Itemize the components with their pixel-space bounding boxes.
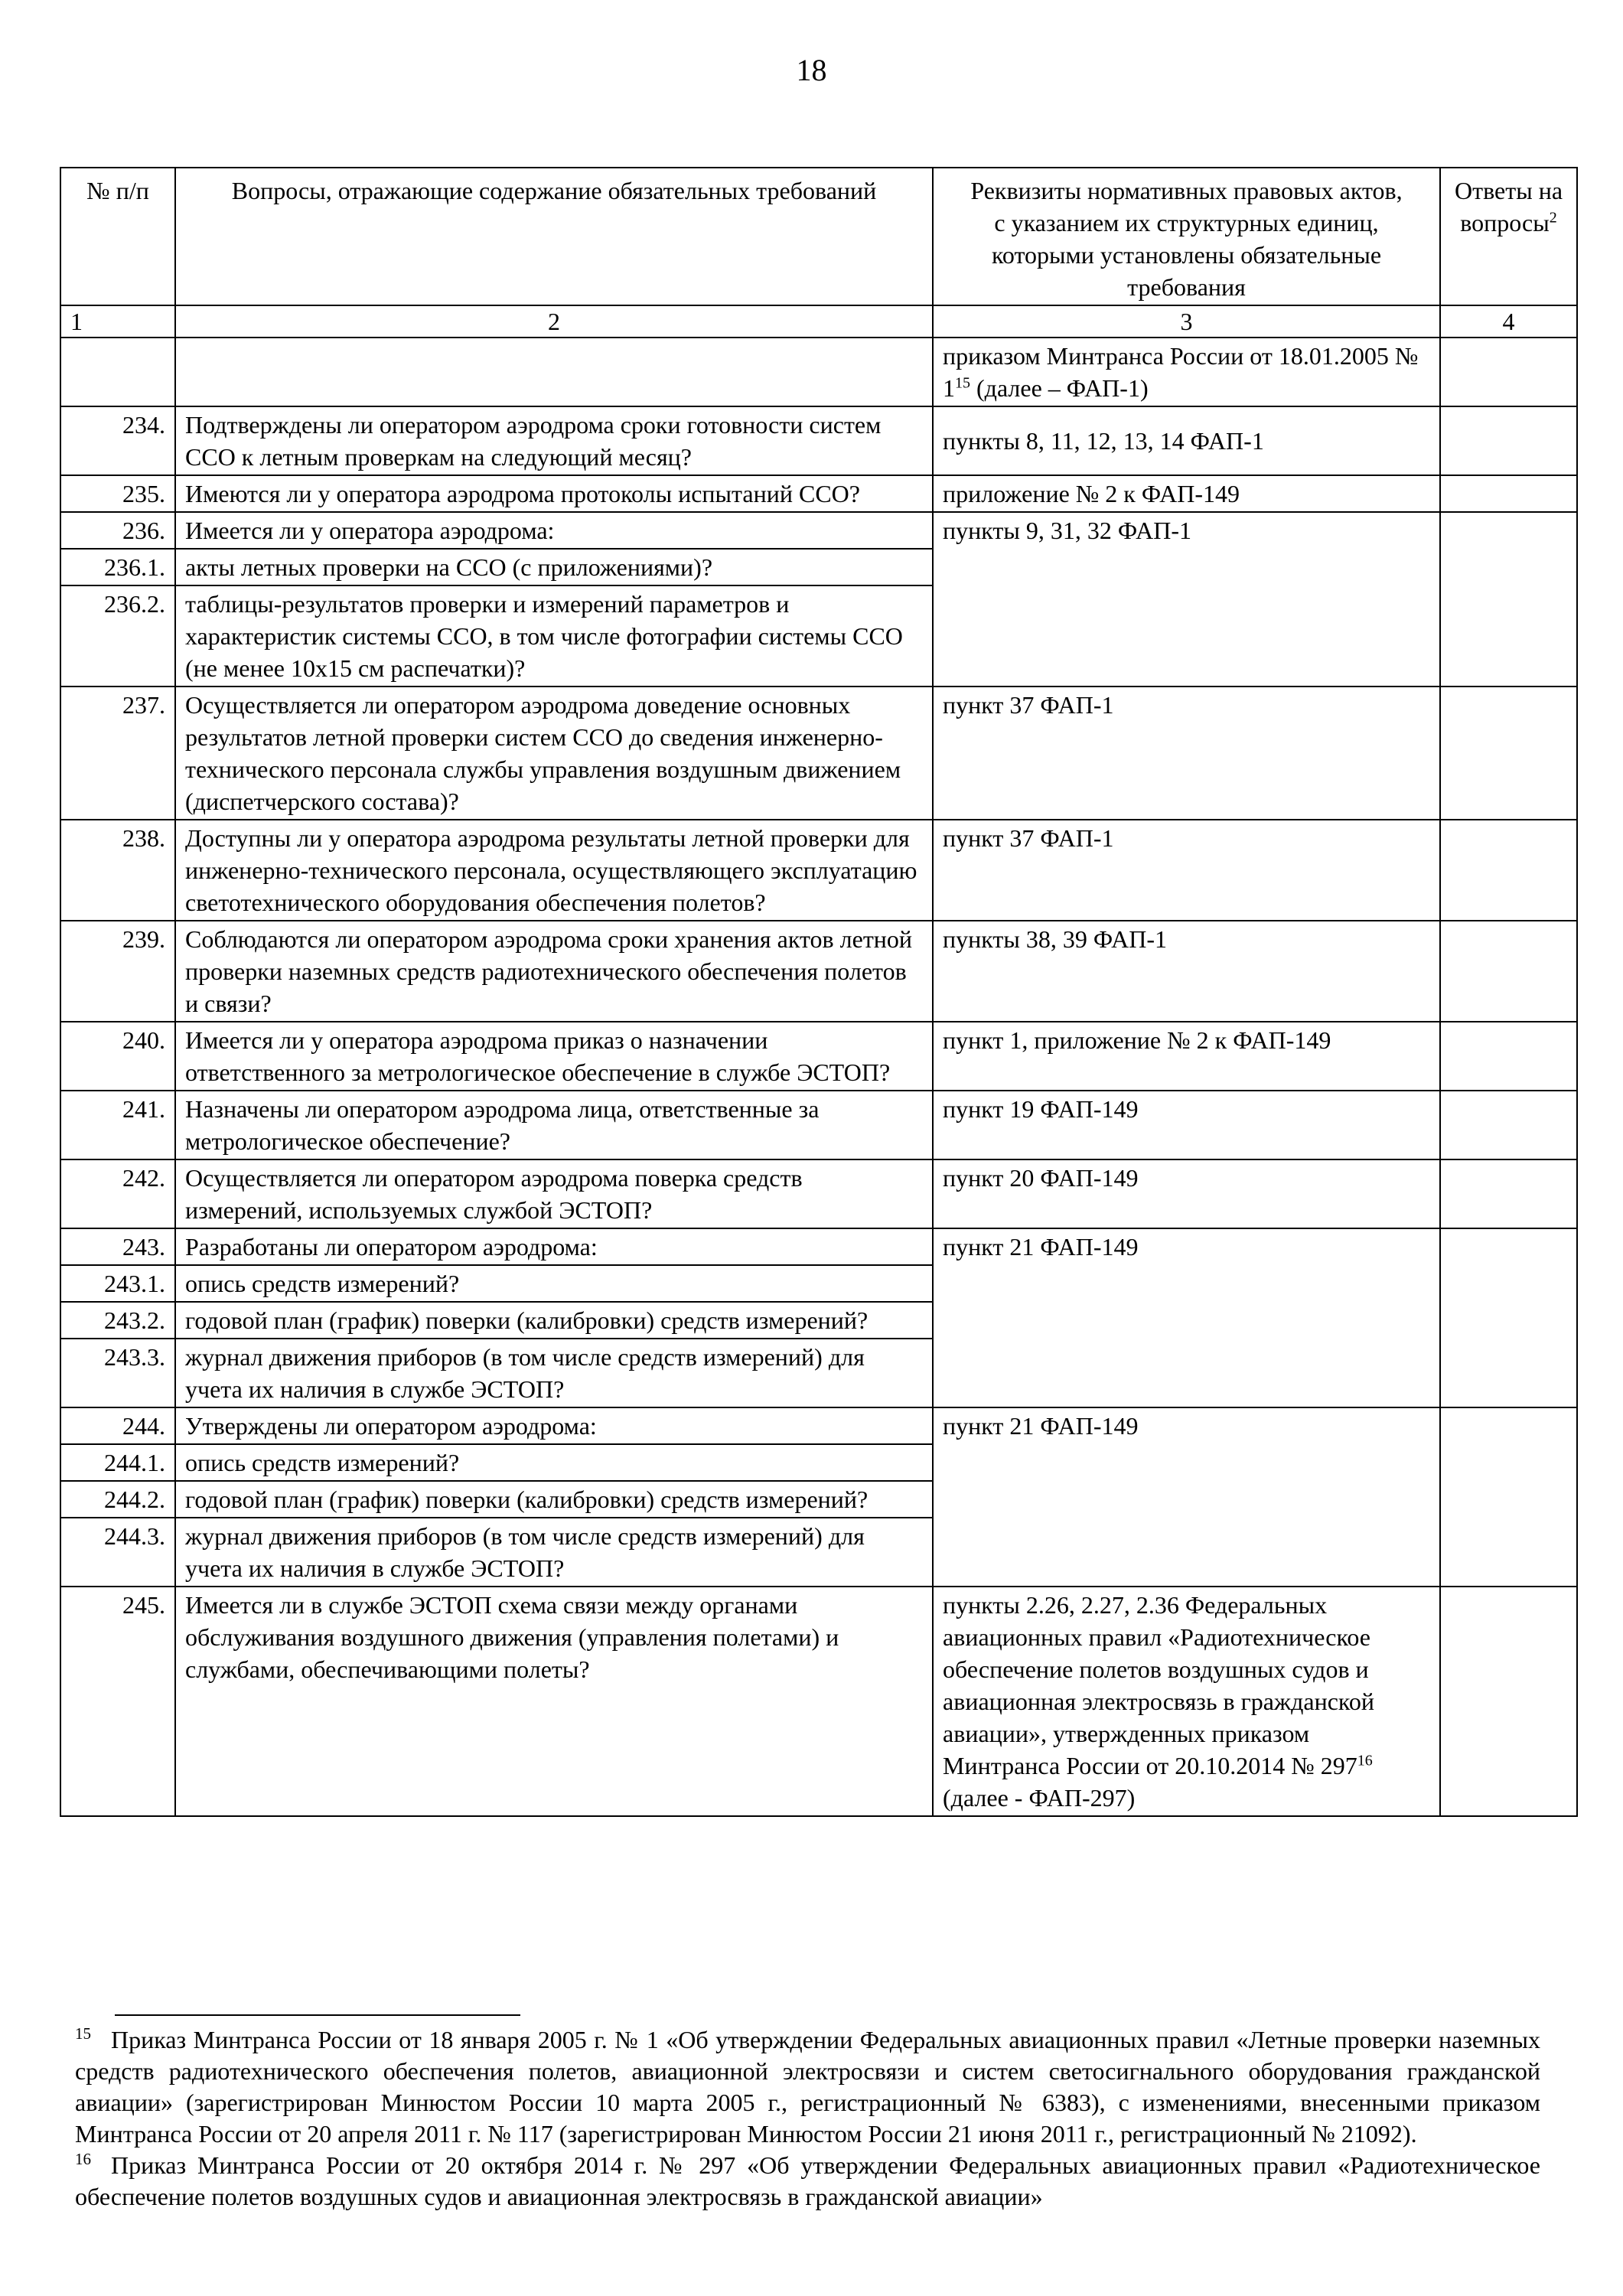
table-row	[60, 1022, 1577, 1091]
row-question: Имеется ли у оператора аэродрома приказ о назначении ответственного за метрологическое обеспечение в службе ЭСТОП?	[175, 1022, 933, 1091]
row-question: Имеются ли у оператора аэродрома протоколы испытаний ССО?	[175, 475, 933, 512]
header-number: № п/п	[60, 168, 175, 305]
row-question: опись средств измерений?	[175, 1265, 933, 1302]
row-number: 244.	[60, 1407, 175, 1444]
row-answer	[1440, 406, 1577, 475]
row-number: 243.3.	[60, 1339, 175, 1407]
row-question: Утверждены ли оператором аэродрома:	[175, 1407, 933, 1444]
row-number: 244.3.	[60, 1518, 175, 1587]
row-reference: пункт 21 ФАП-149	[933, 1407, 1440, 1587]
row-number: 245.	[60, 1587, 175, 1816]
column-number: 2	[175, 305, 933, 338]
header-questions: Вопросы, отражающие содержание обязательных требований	[175, 168, 933, 305]
column-number: 4	[1440, 305, 1577, 338]
table-row	[60, 1587, 1577, 1816]
table-row	[60, 1228, 1577, 1265]
row-number: 236.	[60, 512, 175, 549]
table-row	[60, 475, 1577, 512]
row-reference: пункты 9, 31, 32 ФАП-1	[933, 512, 1440, 687]
footnote-16-mark: 16	[75, 2150, 91, 2169]
table-row	[60, 338, 1577, 406]
row-answer	[1440, 1407, 1577, 1587]
footnote-16	[75, 2150, 1540, 2213]
row-reference: пункты 8, 11, 12, 13, 14 ФАП-1	[933, 406, 1440, 475]
row-question: опись средств измерений?	[175, 1444, 933, 1481]
page-number: 18	[796, 53, 827, 87]
row-number: 244.1.	[60, 1444, 175, 1481]
header-answers-sup: 2	[1549, 209, 1557, 227]
row-question: Доступны ли у оператора аэродрома результаты летной проверки для инженерно-технического персонала, осуществляющего эксплуатацию светотехнического оборудования обеспечения полетов?	[175, 820, 933, 921]
row-question: Назначены ли оператором аэродрома лица, ответственные за метрологическое обеспечение?	[175, 1091, 933, 1159]
row-question: таблицы-результатов проверки и измерений параметров и характеристик системы ССО, в том числе фотографии системы ССО (не менее 10х15 см распечатки)?	[175, 585, 933, 687]
row-reference: пункт 21 ФАП-149	[933, 1228, 1440, 1407]
row-answer	[1440, 1228, 1577, 1407]
row-question: журнал движения приборов (в том числе средств измерений) для учета их наличия в службе ЭСТОП?	[175, 1339, 933, 1407]
row-number: 236.1.	[60, 549, 175, 585]
reference-tail: (далее - ФАП-297)	[943, 1784, 1136, 1812]
reference-text: пункты 2.26, 2.27, 2.36 Федеральных авиационных правил «Радиотехническое обеспечение полетов воздушных судов и авиационная электросвязь в гражданской авиации», утвержденных приказом Минтранса России от 20.10.2014 № 297	[943, 1591, 1374, 1779]
row-answer	[1440, 1022, 1577, 1091]
row-question: Соблюдаются ли оператором аэродрома сроки хранения актов летной проверки наземных средств радиотехнического обеспечения полетов и связи?	[175, 921, 933, 1022]
row-reference: пункт 19 ФАП-149	[933, 1091, 1440, 1159]
row-number: 234.	[60, 406, 175, 475]
table-row	[60, 820, 1577, 921]
row-answer	[1440, 475, 1577, 512]
row-question: годовой план (график) поверки (калибровки) средств измерений?	[175, 1302, 933, 1339]
footnote-15-text: Приказ Минтранса России от 18 января 2005 г. № 1 «Об утверждении Федеральных авиационных правил «Летные проверки наземных средств радиотехнического обеспечения полетов, авиационной электросвязи и систем светосигнального оборудования гражданской авиации» (зарегистрирован Минюстом России 10 марта 2005 г., регистрационный № 6383), с изменениями, внесенными приказом Минтранса России от 20 апреля 2011 г. № 117 (зарегистрирован Минюстом России 21 июня 2011 г., регистрационный № 21092).	[75, 2026, 1540, 2148]
continuation-ref: приказом Минтранса России от 18.01.2005 № 1	[943, 342, 1419, 402]
row-answer	[1440, 512, 1577, 687]
row-answer	[1440, 1587, 1577, 1816]
table-row	[60, 1159, 1577, 1228]
row-number: 241.	[60, 1091, 175, 1159]
row-question: Имеется ли в службе ЭСТОП схема связи между органами обслуживания воздушного движения (управления полетами) и службами, обеспечивающими полеты?	[175, 1587, 933, 1816]
header-answers-text: Ответы на вопросы	[1454, 177, 1563, 236]
header-references: Реквизиты нормативных правовых актов, с указанием их структурных единиц, которыми установлены обязательные требования	[933, 168, 1440, 305]
table-header-row	[60, 168, 1577, 305]
row-answer	[1440, 921, 1577, 1022]
row-answer	[1440, 687, 1577, 820]
row-question: Разработаны ли оператором аэродрома:	[175, 1228, 933, 1265]
row-number: 243.1.	[60, 1265, 175, 1302]
row-number: 239.	[60, 921, 175, 1022]
row-reference: пункт 1, приложение № 2 к ФАП-149	[933, 1022, 1440, 1091]
row-question: акты летных проверки на ССО (с приложениями)?	[175, 549, 933, 585]
footnote-16-text: Приказ Минтранса России от 20 октября 2014 г. № 297 «Об утверждении Федеральных авиационных правил «Радиотехническое обеспечение полетов воздушных судов и авиационная электросвязь в гражданской авиации»	[75, 2151, 1540, 2210]
footnote-15-mark: 15	[75, 2024, 91, 2043]
row-question: Осуществляется ли оператором аэродрома поверка средств измерений, используемых службой ЭСТОП?	[175, 1159, 933, 1228]
row-number: 237.	[60, 687, 175, 820]
column-number: 1	[60, 305, 175, 338]
row-answer	[1440, 820, 1577, 921]
row-question: журнал движения приборов (в том числе средств измерений) для учета их наличия в службе ЭСТОП?	[175, 1518, 933, 1587]
row-reference: пункты 38, 39 ФАП-1	[933, 921, 1440, 1022]
row-reference: пункт 20 ФАП-149	[933, 1159, 1440, 1228]
table-row	[60, 406, 1577, 475]
row-reference	[933, 1587, 1440, 1816]
column-number: 3	[933, 305, 1440, 338]
column-number-row	[60, 305, 1577, 338]
row-answer	[1440, 1159, 1577, 1228]
row-number: 238.	[60, 820, 175, 921]
row-number: 236.2.	[60, 585, 175, 687]
row-number: 235.	[60, 475, 175, 512]
footnotes	[75, 2024, 1540, 2269]
row-reference: пункт 37 ФАП-1	[933, 820, 1440, 921]
table-row	[60, 512, 1577, 549]
row-number: 242.	[60, 1159, 175, 1228]
row-question: Подтверждены ли оператором аэродрома сроки готовности систем ССО к летным проверкам на следующий месяц?	[175, 406, 933, 475]
row-question: Осуществляется ли оператором аэродрома доведение основных результатов летной проверки систем ССО до сведения инженерно-технического персонала службы управления воздушным движением (диспетчерского состава)?	[175, 687, 933, 820]
row-question	[175, 338, 933, 406]
footnote-15	[75, 2024, 1540, 2150]
row-number: 243.	[60, 1228, 175, 1265]
table-row	[60, 921, 1577, 1022]
row-reference	[933, 338, 1440, 406]
row-reference: пункт 37 ФАП-1	[933, 687, 1440, 820]
table-row	[60, 1091, 1577, 1159]
row-number: 243.2.	[60, 1302, 175, 1339]
row-question: годовой план (график) поверки (калибровки) средств измерений?	[175, 1481, 933, 1518]
row-answer	[1440, 338, 1577, 406]
table-row	[60, 1407, 1577, 1444]
row-question: Имеется ли у оператора аэродрома:	[175, 512, 933, 549]
row-number: 244.2.	[60, 1481, 175, 1518]
table-row	[60, 687, 1577, 820]
header-answers	[1440, 168, 1577, 305]
footnote-ref-15: 15	[955, 374, 970, 392]
continuation-ref-tail: (далее – ФАП-1)	[970, 374, 1149, 402]
row-reference: приложение № 2 к ФАП-149	[933, 475, 1440, 512]
footnote-ref-16: 16	[1357, 1752, 1373, 1769]
checklist-table	[60, 167, 1578, 1817]
footnote-divider	[115, 2014, 520, 2016]
row-number	[60, 338, 175, 406]
row-number: 240.	[60, 1022, 175, 1091]
row-answer	[1440, 1091, 1577, 1159]
